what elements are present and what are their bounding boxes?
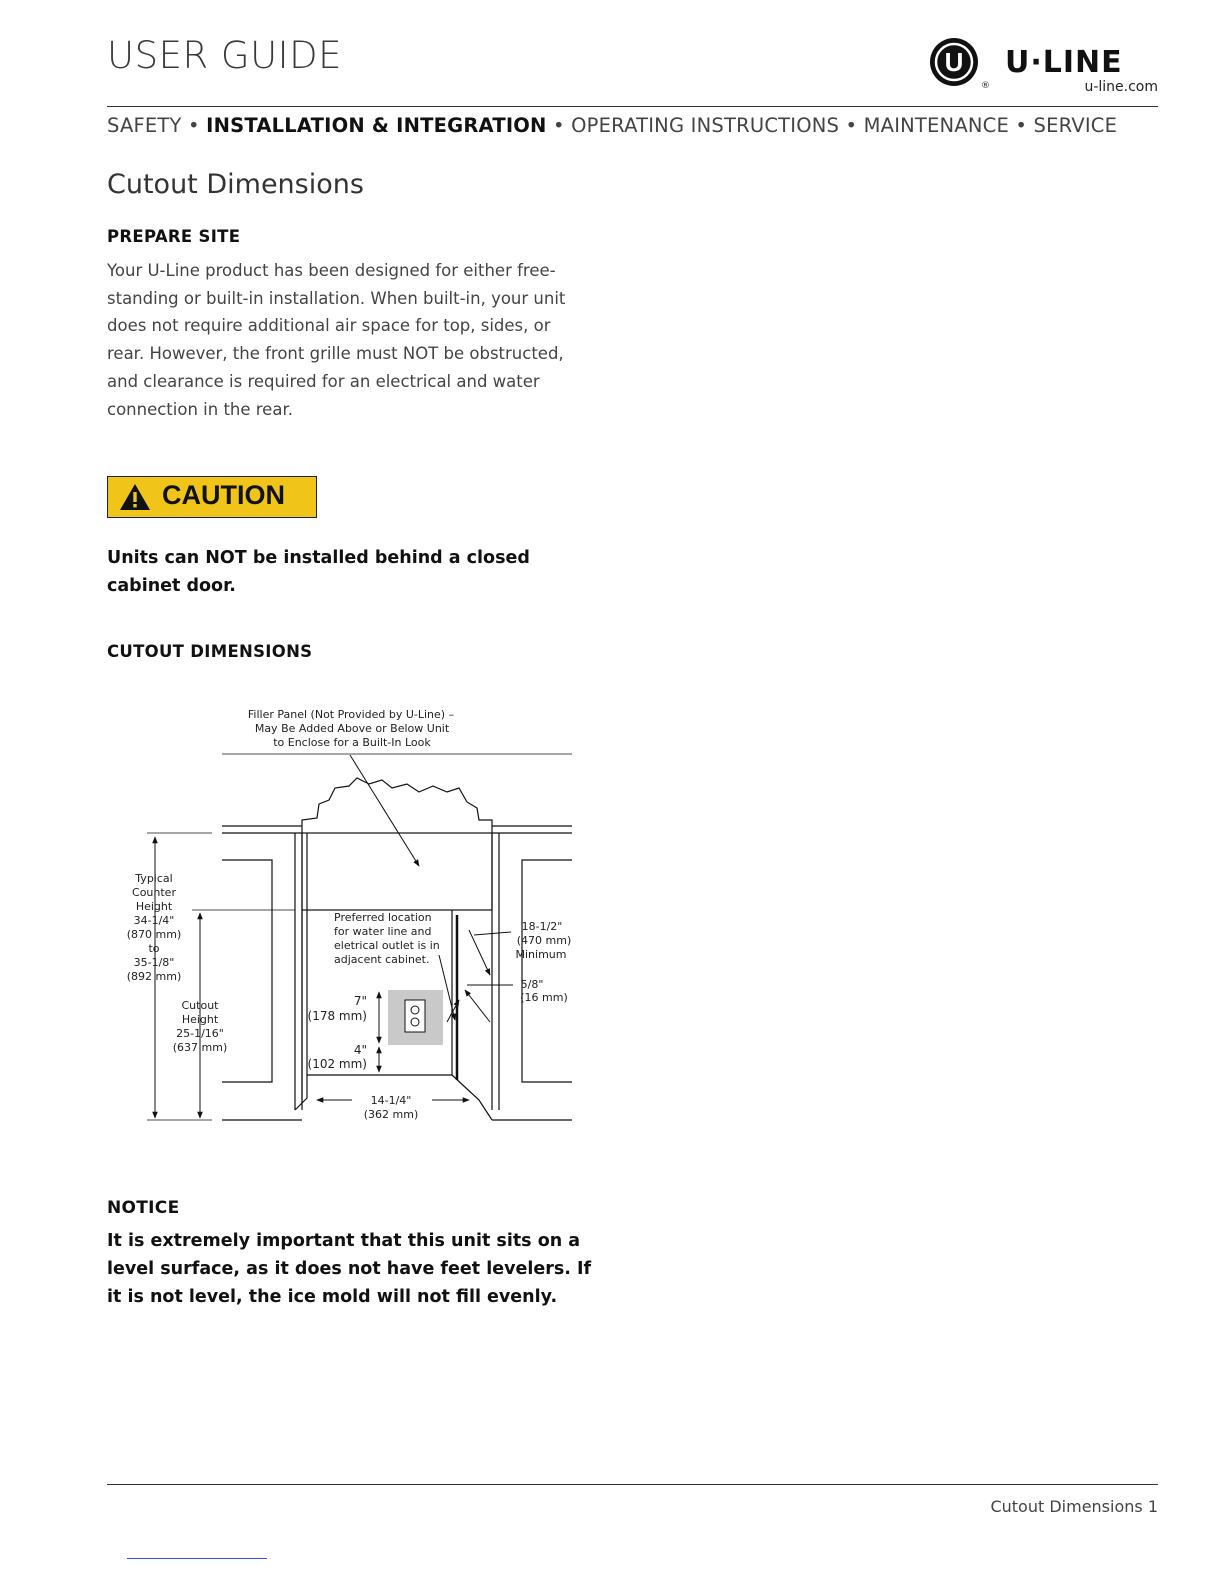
counter-height-label: 34-1/4" <box>133 914 175 927</box>
caution-label-box <box>107 476 317 518</box>
website-url: u-line.com <box>1084 79 1158 95</box>
counter-height-label: (870 mm) <box>126 928 182 941</box>
text-line: does not require additional air space for top, sides, or <box>107 316 551 336</box>
depth-label: 18-1/2" <box>521 920 563 933</box>
gap-label: (16 mm) <box>520 991 568 1004</box>
nav-item-operating: OPERATING INSTRUCTIONS <box>571 114 840 137</box>
counter-height-label: 35-1/8" <box>133 956 175 969</box>
cutout-height-label: Cutout <box>181 999 219 1012</box>
filler-panel-label: to Enclose for a Built-In Look <box>273 736 431 749</box>
counter-height-label: to <box>148 942 160 955</box>
filler-panel-label: Filler Panel (Not Provided by U-Line) – <box>247 708 455 721</box>
registered-mark: ® <box>981 81 990 91</box>
warning-triangle-icon <box>119 483 151 511</box>
preferred-location-label: for water line and <box>334 925 432 938</box>
outlet-base-label: (102 mm) <box>307 1057 367 1071</box>
text-line: and clearance is required for an electrical and water <box>107 371 540 391</box>
nav-item-maintenance: MAINTENANCE <box>863 114 1010 137</box>
depth-label: Minimum <box>515 948 567 961</box>
preferred-location-label: Preferred location <box>334 911 432 924</box>
prepare-site-heading: PREPARE SITE <box>107 227 241 246</box>
footer-rule <box>107 1484 1158 1485</box>
text-line: Units can NOT be installed behind a closed <box>107 548 530 568</box>
caution-label: CAUTION <box>162 480 285 510</box>
logo-wordmark: U·LINE <box>1005 45 1123 80</box>
nav-separator: • <box>1015 114 1028 137</box>
cutout-dimensions-heading: CUTOUT DIMENSIONS <box>107 642 313 661</box>
cutout-height-label: (637 mm) <box>172 1041 228 1054</box>
nav-separator: • <box>845 114 858 137</box>
text-line: It is extremely important that this unit sits on a <box>107 1231 581 1251</box>
nav-item-installation: INSTALLATION & INTEGRATION <box>206 114 547 137</box>
text-line: connection in the rear. <box>107 399 293 419</box>
header-rule <box>107 106 1158 107</box>
outlet-height-label: (178 mm) <box>307 1009 367 1023</box>
notice-heading: NOTICE <box>107 1198 180 1218</box>
nav-item-safety: SAFETY <box>107 114 182 137</box>
cutout-height-label: 25-1/16" <box>176 1027 224 1040</box>
counter-height-label: Height <box>135 900 173 913</box>
notice-text <box>107 1227 607 1311</box>
text-line: rear. However, the front grille must NOT be obstructed, <box>107 344 564 364</box>
preferred-location-label: adjacent cabinet. <box>334 953 430 966</box>
logo-mark: U <box>944 47 964 77</box>
counter-height-label: Counter <box>132 886 176 899</box>
counter-height-label: (892 mm) <box>126 970 182 983</box>
nav-separator: • <box>188 114 200 137</box>
outlet-base-label: 4" <box>353 1043 367 1057</box>
text-line: cabinet door. <box>107 576 236 596</box>
document-title: USER GUIDE <box>107 34 342 77</box>
text-line: Your U-Line product has been designed for either free- <box>107 261 556 280</box>
page-heading: Cutout Dimensions <box>107 169 364 200</box>
gap-label: 5/8" <box>520 978 544 991</box>
nav-item-service: SERVICE <box>1033 114 1118 137</box>
width-label: 14-1/4" <box>370 1094 412 1107</box>
cutout-height-label: Height <box>181 1013 219 1026</box>
footer-link-underline <box>127 1558 267 1559</box>
prepare-site-text <box>107 257 587 423</box>
width-label: (362 mm) <box>363 1108 419 1121</box>
caution-text <box>107 544 607 600</box>
text-line: it is not level, the ice mold will not fill evenly. <box>107 1287 558 1307</box>
electrical-outlet-icon <box>405 1000 425 1032</box>
preferred-location-label: eletrical outlet is in <box>334 939 440 952</box>
footer-page-label: Cutout Dimensions 1 <box>990 1497 1158 1516</box>
text-line: level surface, as it does not have feet levelers. If <box>107 1259 592 1279</box>
filler-panel-label: May Be Added Above or Below Unit <box>254 722 450 735</box>
counter-height-label: Typical <box>135 872 173 885</box>
nav-separator: • <box>552 114 565 137</box>
depth-label: (470 mm) <box>516 934 572 947</box>
text-line: standing or built-in installation. When built-in, your unit <box>107 288 566 308</box>
outlet-height-label: 7" <box>353 994 367 1008</box>
section-nav <box>107 114 1167 137</box>
cutout-dimensions-diagram <box>107 700 577 1130</box>
